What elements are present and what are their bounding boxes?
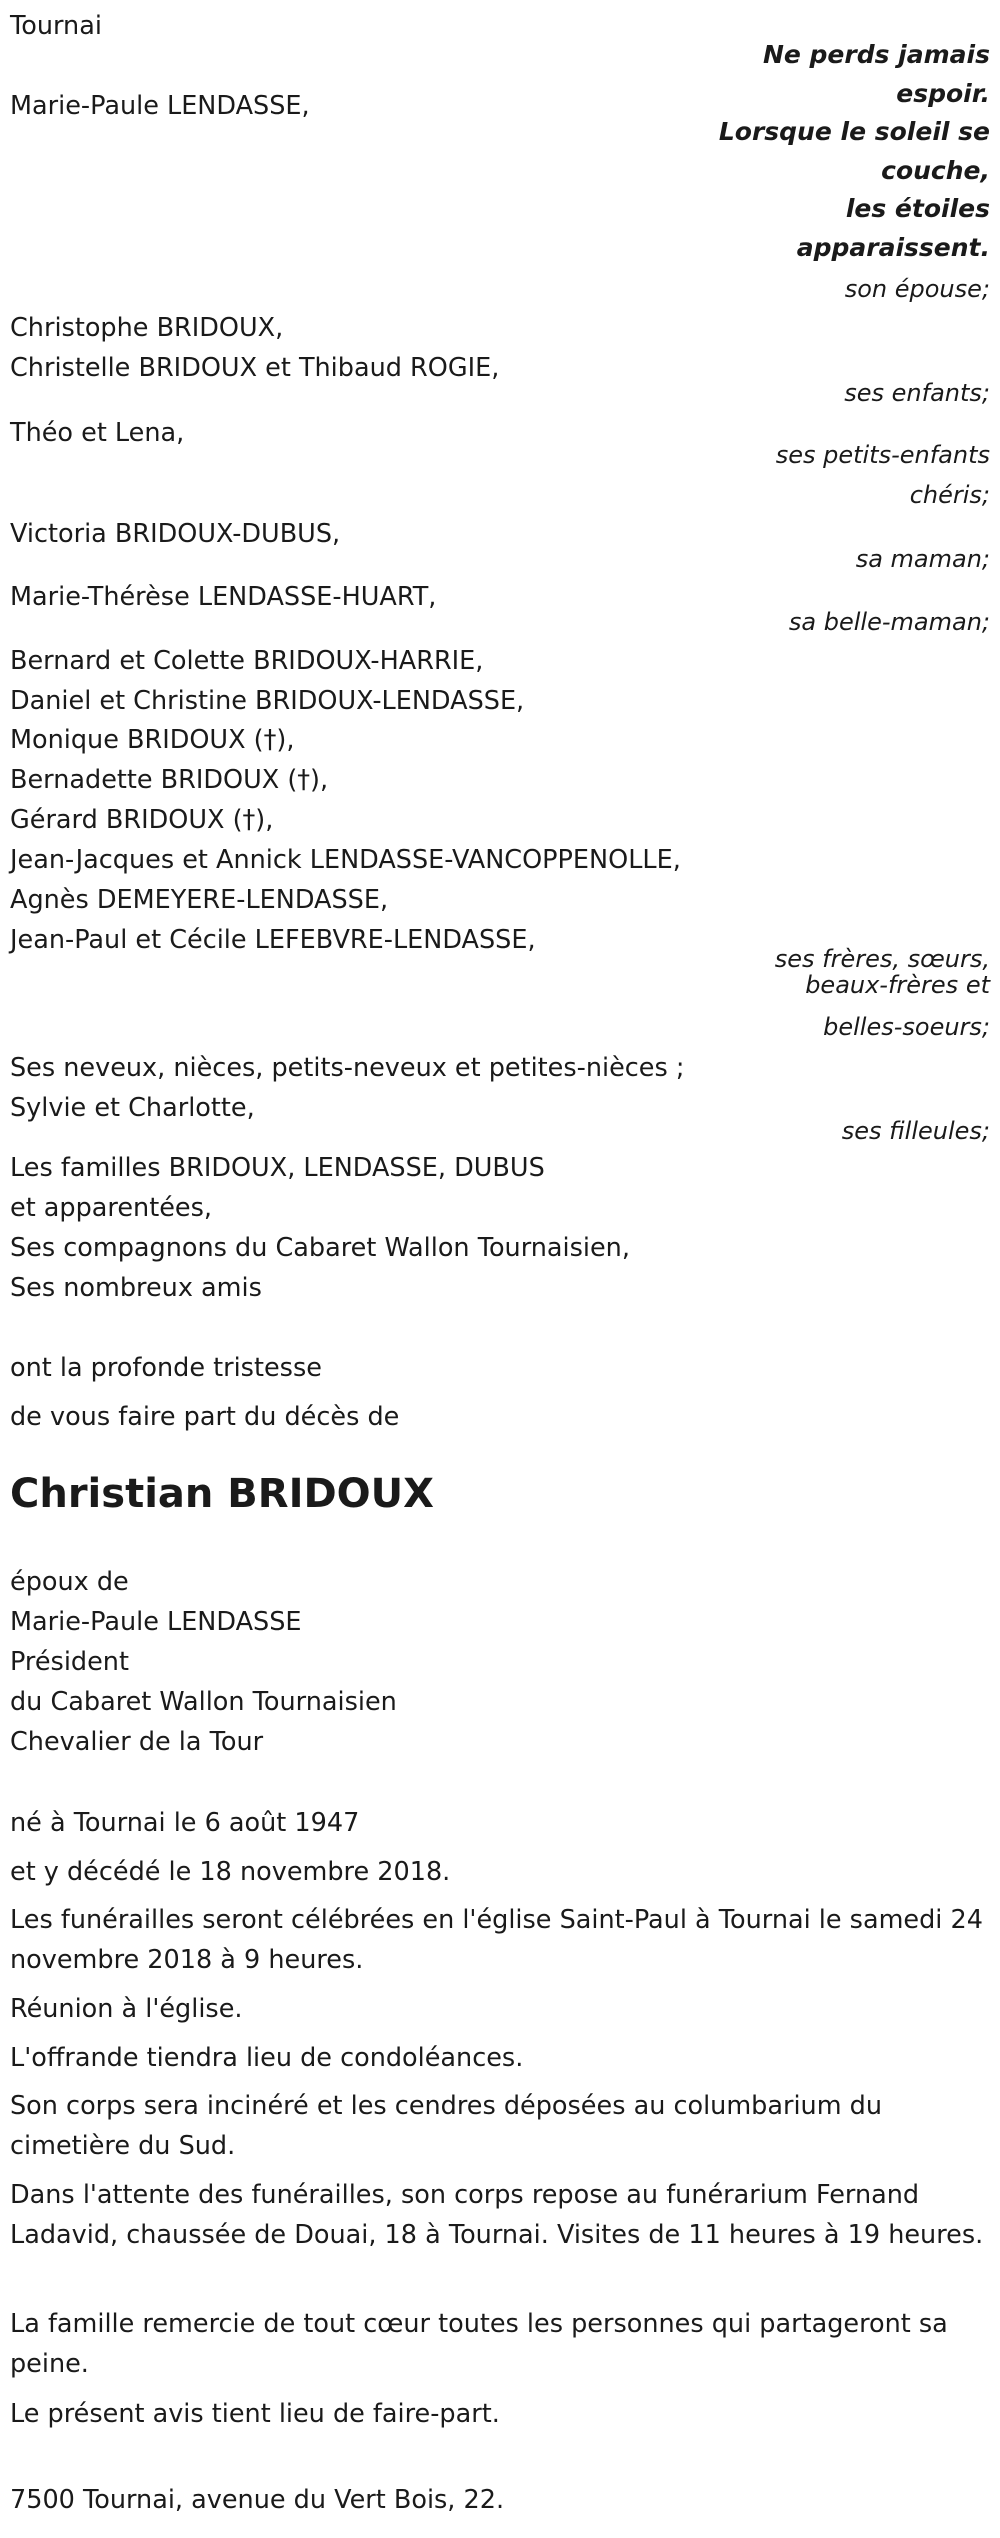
nephews-line: Ses neveux, nièces, petits-neveux et petites-nièces ; [10, 1053, 685, 1083]
mother-in-law-name: Marie-Thérèse LENDASSE-HUART, [10, 582, 437, 612]
sibling-name: Agnès DEMEYERE-LENDASSE, [10, 885, 389, 915]
title-line: Président [10, 1647, 129, 1677]
sibling-name: Bernadette BRIDOUX (†), [10, 765, 329, 795]
families-line: Ses nombreux amis [10, 1273, 262, 1303]
children-role: ses enfants; [844, 379, 990, 407]
title-line: du Cabaret Wallon Tournaisien [10, 1687, 397, 1717]
quote-line: espoir. [896, 78, 990, 108]
quote-line: les étoiles [845, 194, 990, 223]
death-line: et y décédé le 18 novembre 2018. [10, 1857, 451, 1887]
thanks-paragraph: La famille remercie de tout cœur toutes les personnes qui partageront sa peine. [10, 2309, 948, 2379]
siblings-role: belles-soeurs; [823, 1013, 990, 1041]
cremation-paragraph: Son corps sera incinéré et les cendres déposées au columbarium du cimetière du Sud. [10, 2091, 883, 2161]
offering-paragraph: L'offrande tiendra lieu de condoléances. [10, 2043, 524, 2073]
siblings-role: ses frères, sœurs, [774, 945, 990, 973]
goddaughters-names: Sylvie et Charlotte, [10, 1093, 255, 1123]
sibling-name: Jean-Jacques et Annick LENDASSE-VANCOPPENOLLE, [10, 845, 681, 875]
mother-role: sa maman; [855, 545, 990, 573]
siblings-role: beaux-frères et [805, 971, 990, 999]
mother-in-law-role: sa belle-maman; [788, 608, 990, 636]
child-name: Christelle BRIDOUX et Thibaud ROGIE, [10, 353, 500, 383]
spouse-role: son épouse; [844, 275, 990, 303]
grandchildren-role: ses petits-enfants [775, 441, 990, 469]
families-line: Les familles BRIDOUX, LENDASSE, DUBUS [10, 1153, 545, 1183]
sibling-name: Bernard et Colette BRIDOUX-HARRIE, [10, 646, 484, 676]
address-line: 7500 Tournai, avenue du Vert Bois, 22. [10, 2485, 505, 2515]
title-line: époux de [10, 1567, 129, 1597]
spouse-name: Marie-Paule LENDASSE, [10, 91, 310, 121]
title-line: Chevalier de la Tour [10, 1727, 264, 1757]
announcement-line: ont la profonde tristesse [10, 1353, 322, 1383]
place-header: Tournai [10, 11, 102, 41]
funeral-paragraph: Les funérailles seront célébrées en l'église Saint-Paul à Tournai le samedi 24 novembre 2018 à 9 heures. [10, 1905, 983, 1975]
sibling-name: Monique BRIDOUX (†), [10, 725, 295, 755]
quote-line: Ne perds jamais [762, 40, 990, 69]
child-name: Christophe BRIDOUX, [10, 313, 284, 343]
families-line: Ses compagnons du Cabaret Wallon Tournaisien, [10, 1233, 630, 1263]
announcement-line: de vous faire part du décès de [10, 1402, 400, 1432]
sibling-name: Gérard BRIDOUX (†), [10, 805, 274, 835]
reunion-paragraph: Réunion à l'église. [10, 1994, 243, 2024]
deceased-name: Christian BRIDOUX [10, 1471, 435, 1517]
sibling-name: Jean-Paul et Cécile LEFEBVRE-LENDASSE, [10, 925, 536, 955]
goddaughters-role: ses filleules; [841, 1117, 990, 1145]
families-line: et apparentées, [10, 1193, 212, 1223]
grandchildren-names: Théo et Lena, [10, 418, 185, 448]
quote-line: Lorsque le soleil se [718, 117, 990, 146]
quote-line: couche, [881, 155, 990, 185]
notice-paragraph: Le présent avis tient lieu de faire-part. [10, 2399, 500, 2429]
sibling-name: Daniel et Christine BRIDOUX-LENDASSE, [10, 686, 525, 716]
grandchildren-role: chéris; [909, 481, 990, 509]
quote-line: apparaissent. [796, 232, 990, 262]
birth-line: né à Tournai le 6 août 1947 [10, 1808, 360, 1838]
funerarium-paragraph: Dans l'attente des funérailles, son corps repose au funérarium Fernand Ladavid, chaussée de Douai, 18 à Tournai. Visites de 11 heures à 19 heures. [10, 2180, 984, 2250]
mother-name: Victoria BRIDOUX-DUBUS, [10, 519, 341, 549]
title-line: Marie-Paule LENDASSE [10, 1607, 302, 1637]
epitaph-quote [719, 36, 990, 267]
